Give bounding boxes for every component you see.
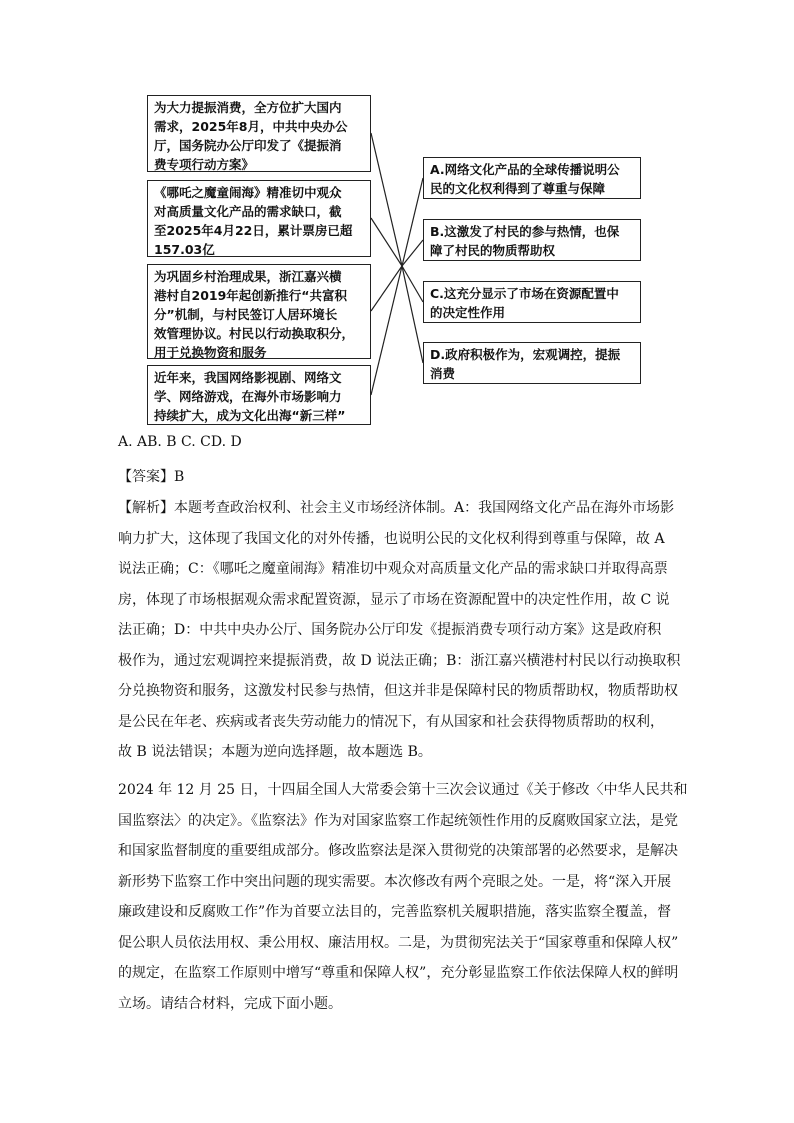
text-line: 为大力提振消费，全方位扩大国内 [154,100,342,115]
matching-diagram [0,0,794,430]
text-line: 说法正确；C：《哪吒之魔童闹海》精准切中观众对高质量文化产品的需求缺口并取得高票 [118,561,668,577]
material-paragraph [118,775,688,1019]
answer-options: A. AB. B C. CD. D [118,434,242,450]
text-line: 民的文化权利得到了尊重与保障 [430,181,606,196]
text-line: 至2025年4月22日，累计票房已超 [154,223,353,238]
text-line: 是公民在年老、疾病或者丧失劳动能力的情况下，有从国家和社会获得物质帮助的权利， [118,713,664,730]
text-line: 持续扩大，成为文化出海“新三样” [154,408,346,423]
text-line: 《哪吒之魔童闹海》精准切中观众 [154,185,342,200]
text-line: A.网络文化产品的全球传播说明公 [430,162,620,177]
text-line: 和国家监督制度的重要组成部分。修改监察法是深入贯彻党的决策部署的必然要求，是解决 [118,843,678,859]
connector-lines [0,0,794,430]
text-line: 分兑换物资和服务，这激发村民参与热情，但这并非是保障村民的物质帮助权，物质帮助权 [118,683,678,699]
left-box-consumption-plan [147,95,371,172]
text-line: C.这充分显示了市场在资源配置中 [430,286,619,301]
left-box-village-points [147,264,371,359]
right-box-option-a [423,157,641,199]
text-line: 用于兑换物资和服务 [154,345,267,360]
text-line: 促公职人员依法用权、秉公用权、廉洁用权。二是，为贯彻宪法关于“国家尊重和保障人权” [118,934,679,951]
left-box-cultural-export [147,365,371,425]
text-line: 学、网络游戏，在海外市场影响力 [154,389,342,404]
text-line: 故 B 说法错误；本题为逆向选择题，故本题选 B。 [118,744,432,760]
text-line: 近年来，我国网络影视剧、网络文 [154,370,342,385]
right-box-option-d [423,342,641,384]
text-line: 法正确；D：中共中央办公厅、国务院办公厅印发《提振消费专项行动方案》这是政府积 [118,622,662,638]
text-line: 国监察法〉的决定》。《监察法》作为对国家监察工作起统领性作用的反腐败国家立法，是党 [118,812,678,829]
text-line: 极作为，通过宏观调控来提振消费，故 D 说法正确；B：浙江嘉兴横港村村民以行动换取积 [118,652,681,669]
text-line: 157.03亿 [154,242,215,257]
right-box-option-b [423,219,641,261]
text-line: B.这激发了村民的参与热情，也保 [430,224,620,239]
text-line: 对高质量文化产品的需求缺口，截 [154,204,342,219]
text-line: 廉政建设和反腐败工作”作为首要立法目的，完善监察机关履职措施，落实监察全覆盖，督 [118,904,672,920]
text-line: 港村自2019年起创新推行“共富积 [154,288,348,303]
text-line: 【解析】本题考查政治权利、社会主义市场经济体制。A：我国网络文化产品在海外市场影 [118,500,675,516]
text-line: 立场。请结合材料，完成下面小题。 [118,995,342,1012]
text-line: 的规定，在监察工作原则中增写“尊重和保障人权”，充分彰显监察工作依法保障人权的鲜明 [118,965,679,981]
text-line: 房，体现了市场根据观众需求配置资源，显示了市场在资源配置中的决定性作用，故 C 说 [118,591,670,608]
text-line: 分”机制，与村民签订人居环境长 [154,307,338,322]
text-line: 的决定性作用 [430,305,506,320]
text-line: D.政府积极作为，宏观调控，提振 [430,347,621,362]
text-line: 费专项行动方案》 [154,157,255,172]
text-line: 新形势下监察工作中突出问题的现实需要。本次修改有两个亮眼之处。一是，将“深入开展 [118,873,672,890]
left-box-nezha-film [147,180,371,257]
analysis-paragraph [118,493,681,768]
right-box-option-c [423,281,641,323]
text-line: 2024 年 12 月 25 日，十四届全国人大常委会第十三次会议通过《关于修改〈中华人民共和 [118,782,688,798]
text-line: 需求，2025年8月，中共中央办公 [154,119,348,134]
text-line: 为巩固乡村治理成果，浙江嘉兴横 [154,269,342,284]
text-line: 响力扩大，这体现了我国文化的对外传播，也说明公民的文化权利得到尊重与保障，故 A [118,530,665,547]
text-line: 消费 [430,366,456,381]
text-line: 效管理协议。村民以行动换取积分， [154,326,355,341]
answer-line: 【答案】B [118,469,185,485]
text-line: 厅，国务院办公厅印发了《提振消 [154,138,342,153]
text-line: 障了村民的物质帮助权 [430,243,556,258]
